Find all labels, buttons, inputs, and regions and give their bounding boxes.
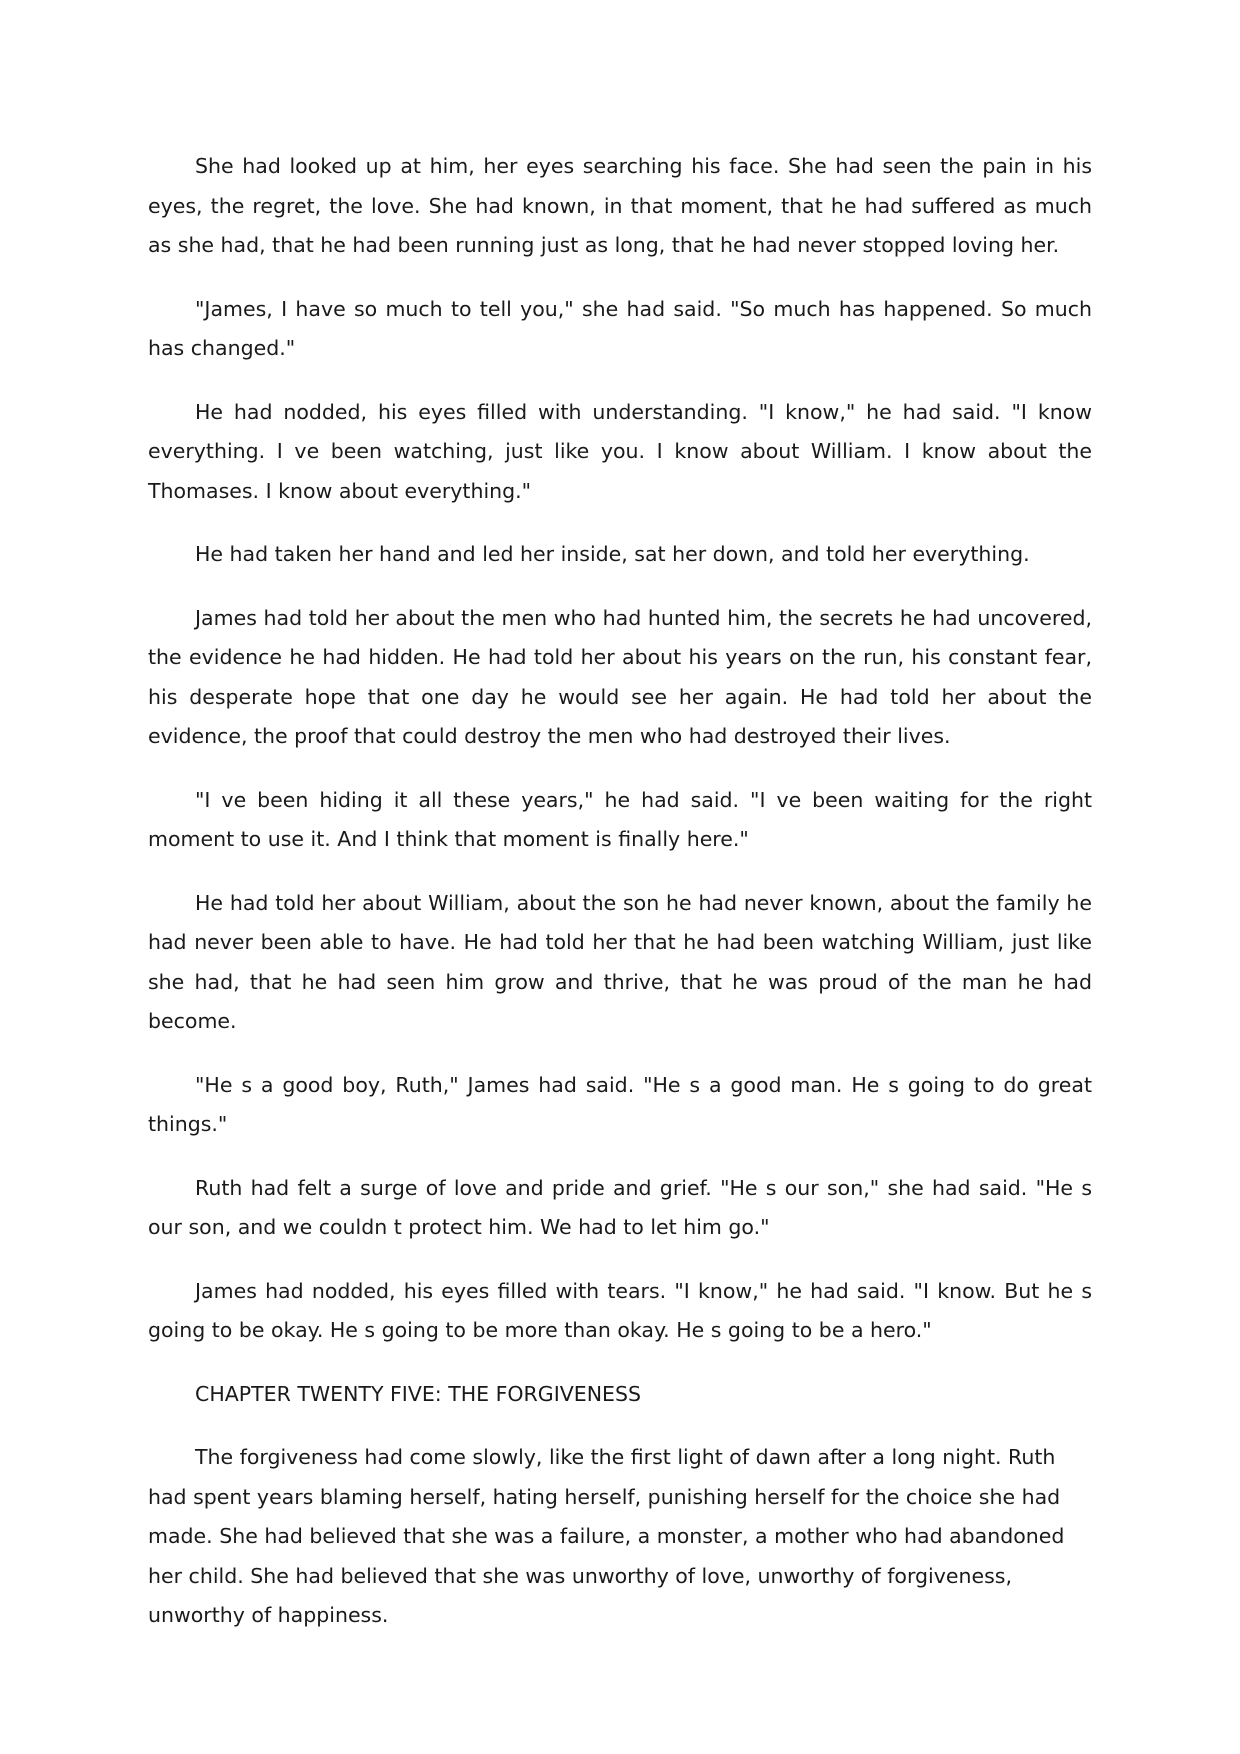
chapter-paragraph-1: The forgiveness had come slowly, like the first light of dawn after a long night. Ruth had spent years blaming herself, hating herself, punishing herself for the choice she had made. She had believed that she was a failure, a monster, a mother who had abandoned her child. She had believed that she was unworthy of love, unworthy of forgiveness, unworthy of happiness. [148, 1445, 1065, 1627]
paragraph-4: He had taken her hand and led her inside, sat her down, and told her everything. [195, 542, 1030, 566]
document-page [148, 147, 1092, 1660]
paragraph-9: Ruth had felt a surge of love and pride and grief. "He s our son," she had said. "He s our son, and we couldn t protect him. We had to let him go." [148, 1175, 1092, 1239]
paragraph-3: He had nodded, his eyes filled with understanding. "I know," he had said. "I know everything. I ve been watching, just like you. I know about William. I know about the Thomases. I know about everything." [148, 399, 1092, 503]
paragraph-1: She had looked up at him, her eyes searching his face. She had seen the pain in his eyes, the regret, the love. She had known, in that moment, that he had suffered as much as she had, that he had been running just as long, that he had never stopped loving her. [148, 154, 1092, 257]
paragraph-5: James had told her about the men who had hunted him, the secrets he had uncovered, the evidence he had hidden. He had told her about his years on the run, his constant fear, his desperate hope that one day he would see her again. He had told her about the evidence, the proof that could destroy the men who had destroyed their lives. [148, 605, 1092, 748]
chapter-heading: CHAPTER TWENTY FIVE: THE FORGIVENESS [195, 1381, 642, 1406]
paragraph-7: He had told her about William, about the son he had never known, about the family he had never been able to have. He had told her that he had been watching William, just like she had, that he had seen him grow and thrive, that he was proud of the man he had become. [148, 890, 1092, 1033]
paragraph-8: "He s a good boy, Ruth," James had said. "He s a good man. He s going to do great things." [148, 1072, 1092, 1136]
paragraph-10: James had nodded, his eyes filled with tears. "I know," he had said. "I know. But he s going to be okay. He s going to be more than okay. He s going to be a hero." [148, 1278, 1092, 1342]
paragraph-2: "James, I have so much to tell you," she had said. "So much has happened. So much has changed." [148, 296, 1092, 360]
paragraph-6: "I ve been hiding it all these years," he had said. "I ve been waiting for the right moment to use it. And I think that moment is finally here." [148, 787, 1092, 851]
